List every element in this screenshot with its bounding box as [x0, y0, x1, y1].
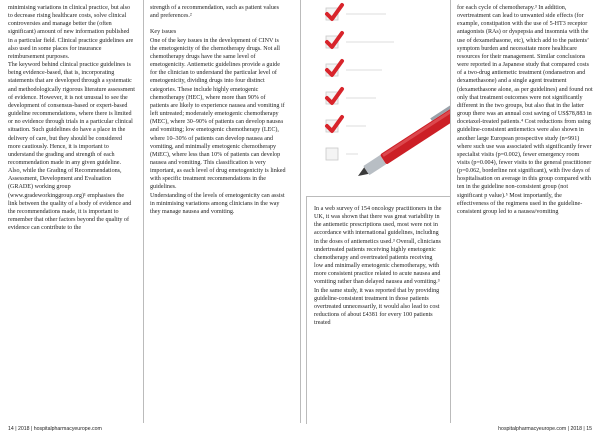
article-column-1: minimising variations in clinical practice, but also to decrease rising healthcare costs, solve clinical controversies and manage better the (often significant) amount of new information published in a particular field. Clinical practice guidelines are also used in some places for insurance reimbursement purposes. The keyword behind clinical practice guidelines is being evidence-based, that is, incorporating statements that are developed through a systematic and methodologically rigorous literature assessment of evidence. However, it is not unusual to see the development of consensus-based or expert-based guideline recommendations, where there is limited or no evidence through trials in a particular clinical situation. Such guidelines do have a place in the delivery of care, but they should be considered more cautiously. Hence, it is important to understand the grading and strength of each recommendation made in any given guideline. Also, while the Grading of Recommendations, Assessment, Development and Evaluation (GRADE) working group (www.gradeworkinggroup.org)¹ emphasises the link between the quality of a body of evidence and the recommendations made, it is important to remember that other factors beyond the quality of evidence can contribute to the [8, 5, 135, 232]
checklist-pen-illustration [306, 0, 450, 194]
footer-left-folio: 14 | 2018 | hospitalpharmacyeurope.com [8, 426, 102, 432]
footer-right-folio: hospitalpharmacyeurope.com | 2018 | 15 [498, 426, 592, 432]
article-column-4: for each cycle of chemotherapy.³ In addition, overtreatment can lead to unwanted side effects (for example, constipation with the use of 5-HT3 receptor antagonists (RAs) or dyspepsia and insomnia with the use of dexamethasone, etc), which add to the patients’ symptom burden and necessitate more healthcare resources for their management. Similar conclusions were reported in a Japanese study that compared costs of a two-drug antiemetic treatment (ondansetron and dexamethasone) and a single agent treatment (dexamethasone alone, as per guidelines) and found not only that treatment outcomes were not significantly different in the two groups, but also that in the latter group there was an annual cost saving of US$78,883 in docetaxel-treated patients.⁴ Cost reductions from using guideline-consistent antiemetics were also shown in another large European prospective study (n=991) where such use was associated with significantly fewer specialist visits (p=0.002), fewer emergency room visits (p=0.004), fewer visits to the general practitioner (p=0.062, borderline not significant), with five days of hospitalisation on average in this group compared with ten in the guideline non-consistent group (not significant p value).⁵ Most importantly, the effectiveness of the regimens used in the guideline-consistent group led to a nausea/vomiting [457, 5, 593, 215]
checklist-pen-photo [306, 0, 450, 194]
article-column-3: In a web survey of 154 oncology practitioners in the UK, it was shown that there was great variability in the antiemetic prescriptions used, most were not in accordance with international guidelines, including in the doses of antiemetics used.³ Overall, clinicians undertreated patients receiving highly emetogenic chemotherapy and overtreated patients receiving low and minimally emetogenic chemotherapy, with more consistent practice related to acute nausea and vomiting rather than delayed nausea and vomiting.³ In the same study, it was reported that by providing guideline-consistent treatment in those patients overtreated unnecessarily, it would also lead to cost reductions of about £4381 for every 100 patients treated [314, 206, 442, 327]
column-divider [450, 0, 451, 423]
article-column-2: strength of a recommendation, such as patient values and preferences.² Key issues One of the key issues in the development of CINV is the emetogenicity of the chemotherapy drugs. Not all chemotherapy drugs have the same level of emetogenicity. Antiemetic guidelines provide a guide for the clinician to understand the particular level of emetogenicity, dividing drugs into four distinct categories. These include highly emetogenic chemotherapy (HEC), where more than 90% of patients are likely to experience nausea and vomiting if left untreated; moderately emetogenic chemotherapy (MEC), where 30–90% of patients can develop nausea and vomiting; low emetogenic chemotherapy (LEC), where 10–30% of patients can develop nausea and vomiting, and minimally emetogenic chemotherapy (MiEC), where less than 10% of patients can develop nausea and vomiting. This classification is very important, as each level of drug emetogenicity is linked with specific treatment recommendations in the guidelines. Understanding of the levels of emetogenicity can assist in minimising variations among clinicians in the way they manage nausea and vomiting. [150, 5, 286, 215]
column-divider [143, 0, 144, 423]
column-divider [300, 0, 301, 423]
